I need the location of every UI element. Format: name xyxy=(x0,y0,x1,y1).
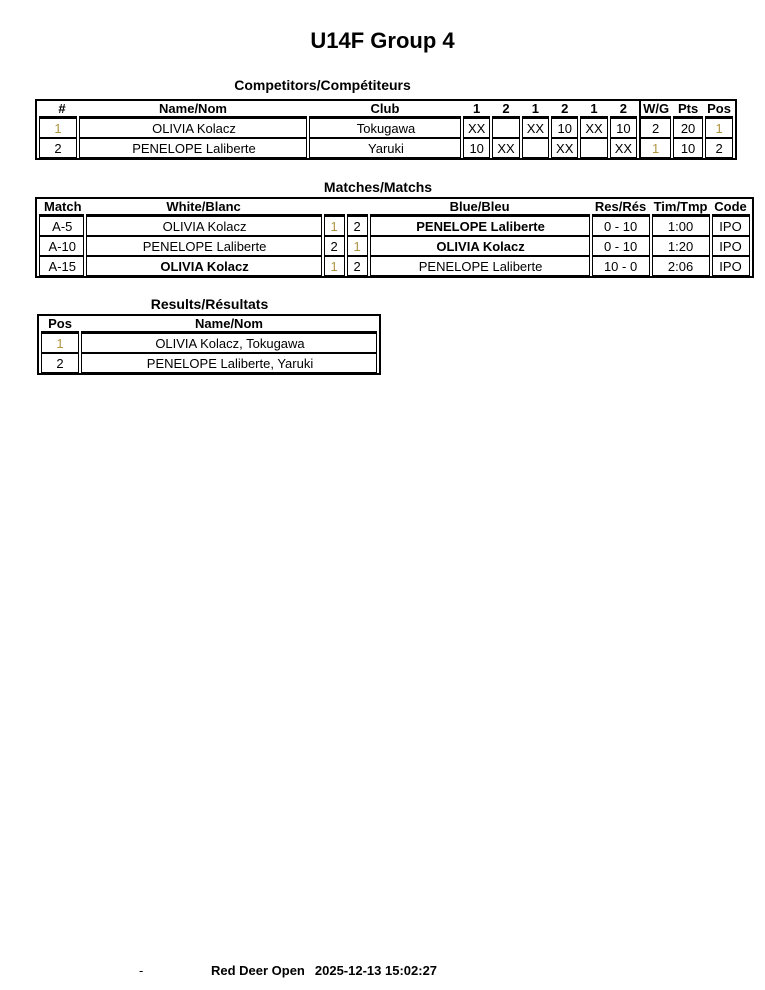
competitor-number: 2 xyxy=(39,138,77,158)
competitors-header-pts: Pts xyxy=(673,101,703,118)
wins-cell: 1 xyxy=(639,138,671,158)
blue-player-name: OLIVIA Kolacz xyxy=(370,236,590,256)
competitor-row xyxy=(39,118,733,138)
white-player-number: 2 xyxy=(324,236,345,256)
competitors-header-round-2: 2 xyxy=(492,101,519,118)
score-cell xyxy=(580,138,607,158)
competitors-header-pos: Pos xyxy=(705,101,733,118)
results-table xyxy=(37,314,381,375)
position-cell: 2 xyxy=(705,138,733,158)
results-header-pos: Pos xyxy=(41,316,79,333)
result-cell: 10 - 0 xyxy=(592,256,650,276)
footer-text xyxy=(0,963,648,978)
competitors-header-round-6: 2 xyxy=(610,101,637,118)
match-id: A-5 xyxy=(39,216,84,236)
score-cell: XX xyxy=(522,118,549,138)
result-cell: 0 - 10 xyxy=(592,216,650,236)
score-cell: 10 xyxy=(551,118,578,138)
competitor-name: PENELOPE Laliberte xyxy=(79,138,307,158)
white-player-name: OLIVIA Kolacz xyxy=(86,216,322,236)
code-cell: IPO xyxy=(712,216,750,236)
matches-header-code: Code xyxy=(712,199,750,216)
result-name: PENELOPE Laliberte, Yaruki xyxy=(81,353,377,373)
match-row xyxy=(39,256,750,276)
match-row xyxy=(39,236,750,256)
matches-header-blue-num xyxy=(347,199,368,216)
blue-player-name: PENELOPE Laliberte xyxy=(370,256,590,276)
score-cell: XX xyxy=(492,138,519,158)
match-row xyxy=(39,216,750,236)
matches-header-blue: Blue/Bleu xyxy=(370,199,590,216)
result-row xyxy=(41,353,377,373)
matches-table xyxy=(35,197,754,278)
competitors-header-name: Name/Nom xyxy=(79,101,307,118)
position-cell: 1 xyxy=(705,118,733,138)
points-cell: 10 xyxy=(673,138,703,158)
score-cell xyxy=(492,118,519,138)
competitor-club: Yaruki xyxy=(309,138,461,158)
points-cell: 20 xyxy=(673,118,703,138)
matches-header-res: Res/Rés xyxy=(592,199,650,216)
score-cell: XX xyxy=(463,118,490,138)
competitors-header-club: Club xyxy=(309,101,461,118)
time-cell: 2:06 xyxy=(652,256,710,276)
matches-section-title: Matches/Matchs xyxy=(323,179,433,195)
match-id: A-10 xyxy=(39,236,84,256)
blue-player-number: 2 xyxy=(347,256,368,276)
result-position: 1 xyxy=(41,333,79,353)
competitor-number: 1 xyxy=(39,118,77,138)
competitors-header-round-4: 2 xyxy=(551,101,578,118)
competitors-section-title: Competitors/Compétiteurs xyxy=(234,77,411,93)
result-row xyxy=(41,333,377,353)
page-title: U14F Group 4 xyxy=(310,28,455,53)
match-id: A-15 xyxy=(39,256,84,276)
score-cell: 10 xyxy=(610,118,637,138)
page-footer xyxy=(0,963,765,981)
competitors-header-wg: W/G xyxy=(639,101,671,118)
matches-header-row xyxy=(39,199,750,216)
result-name: OLIVIA Kolacz, Tokugawa xyxy=(81,333,377,353)
white-player-number: 1 xyxy=(324,256,345,276)
competitors-header-round-5: 1 xyxy=(580,101,607,118)
competitors-header-round-3: 1 xyxy=(522,101,549,118)
results-header-row xyxy=(41,316,377,333)
score-cell: 10 xyxy=(463,138,490,158)
blue-player-name: PENELOPE Laliberte xyxy=(370,216,590,236)
time-cell: 1:00 xyxy=(652,216,710,236)
event-name: Red Deer Open xyxy=(210,963,305,978)
matches-header-time: Tim/Tmp xyxy=(653,199,708,214)
result-position: 2 xyxy=(41,353,79,373)
white-player-number: 1 xyxy=(324,216,345,236)
competitors-table xyxy=(35,99,737,160)
wins-cell: 2 xyxy=(639,118,671,138)
competitor-club: Tokugawa xyxy=(309,118,461,138)
matches-header-white-num xyxy=(324,199,345,216)
code-cell: IPO xyxy=(712,236,750,256)
competitor-name: OLIVIA Kolacz xyxy=(79,118,307,138)
results-header-name: Name/Nom xyxy=(81,316,377,333)
competitor-row xyxy=(39,138,733,158)
blue-player-number: 2 xyxy=(347,216,368,236)
competitors-header-row xyxy=(39,101,733,118)
matches-header-match: Match xyxy=(39,199,84,216)
score-cell: XX xyxy=(580,118,607,138)
matches-header-white: White/Blanc xyxy=(86,199,322,216)
score-cell: XX xyxy=(551,138,578,158)
code-cell: IPO xyxy=(712,256,750,276)
time-cell: 1:20 xyxy=(652,236,710,256)
blue-player-number: 1 xyxy=(347,236,368,256)
print-timestamp: 2025-12-13 15:02:27 xyxy=(314,963,438,978)
competitors-header-num: # xyxy=(39,101,77,118)
competitors-header-round-1: 1 xyxy=(463,101,490,118)
footer-dash: - xyxy=(139,963,144,978)
result-cell: 0 - 10 xyxy=(592,236,650,256)
score-cell xyxy=(522,138,549,158)
white-player-name: PENELOPE Laliberte xyxy=(86,236,322,256)
white-player-name: OLIVIA Kolacz xyxy=(86,256,322,276)
results-section-title: Results/Résultats xyxy=(150,296,269,312)
score-cell: XX xyxy=(610,138,637,158)
